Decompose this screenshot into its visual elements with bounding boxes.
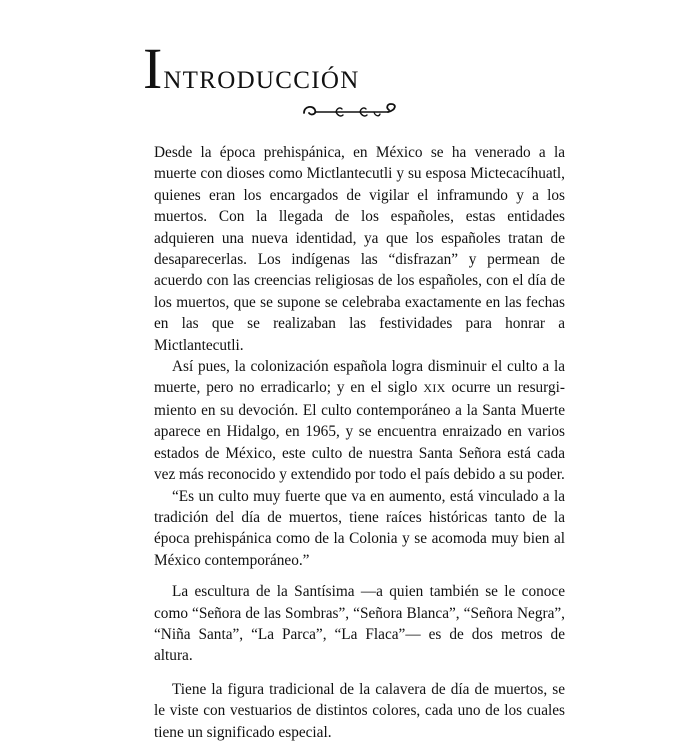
vine-scroll-ornament-icon	[300, 101, 400, 125]
body-text	[154, 142, 565, 743]
paragraph-3-quote: “Es un culto muy fuerte que va en aumento, está vinculado a la tradición del día de muertos, tiene raíces históricas tanto de la época prehispánica como de la Colonia y se acomoda muy bien al México contemporáneo.”	[154, 487, 565, 569]
chapter-title-initial: I	[143, 36, 164, 101]
paragraph-2: Así pues, la colonización española logra disminuir el culto a la muerte, pero no erradicarlo; y en el siglo XIX ocurre un resurgimiento en su devoción. El culto contemporáneo a la Santa Muerte aparece en Hidalgo, en 1965, y se encuentra enraizado en varios estados de México, este culto de nuestra Santa Señora está cada vez más reconocido y extendido por todo el país debido a su poder.	[154, 358, 565, 484]
century-numeral: XIX	[423, 381, 446, 396]
chapter-title	[143, 36, 360, 101]
paragraph-4: La escultura de la Santísima —a quien también se le conoce como “Señora de las Sombras”, “Señora Blanca”, “Señora Negra”, “Niña Santa”, “La Parca”, “La Flaca”— es de dos metros de altura.	[154, 583, 565, 665]
paragraph-1: Desde la época prehispánica, en México se ha venerado a la muerte con dioses como Mictlantecutli y su esposa Mictecacíhuatl, quienes eran los encargados de vigilar el inframundo y a los muertos. Con la llegada de los españoles, estas entidades adquieren una nueva identidad, ya que los españoles tratan de desaparecerlas. Los indígenas las “disfrazan” y permean de acuerdo con las creencias religiosas de los españoles, con el día de los muertos, que se supone se celebraba exactamente en las fechas en las que se realizaban las festividades para honrar a Mictlantecutli.	[154, 144, 565, 354]
chapter-title-rest: NTRODUCCIÓN	[163, 67, 360, 94]
paragraph-5: Tiene la figura tradicional de la calavera de día de muertos, se le viste con vestuarios de distintos colores, cada uno de los cuales tiene un significado especial.	[154, 680, 565, 741]
